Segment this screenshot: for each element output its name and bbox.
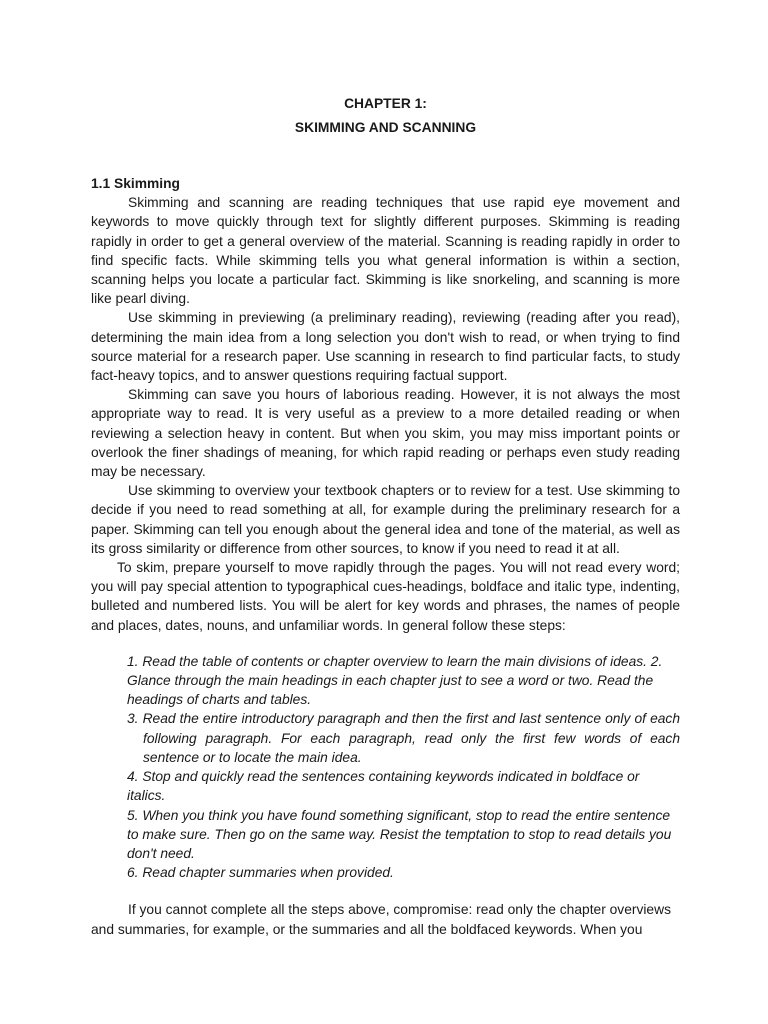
steps-list xyxy=(91,652,680,882)
closing-paragraph: If you cannot complete all the steps above, compromise: read only the chapter overviews and summaries, for example, or the summaries and all the boldfaced keywords. When you xyxy=(91,902,671,937)
list-item: 6. Read chapter summaries when provided. xyxy=(127,865,394,881)
paragraph-5: To skim, prepare yourself to move rapidly through the pages. You will not read every word; you will pay special attention to typographical cues-headings, boldface and italic type, indenting, bulleted and numbered lists. You will be alert for key words and phrases, the names of people and places, dates, nouns, and unfamiliar words. In general follow these steps: xyxy=(91,560,680,633)
paragraph-4: Use skimming to overview your textbook chapters or to review for a test. Use skimming to decide if you need to read something at all, for example during the preliminary research for a paper. Skimming can tell you enough about the general idea and tone of the material, as well as its gross similarity or difference from other sources, to know if you need to read it at all. xyxy=(91,483,680,556)
list-item: 4. Stop and quickly read the sentences containing keywords indicated in boldface or italics. xyxy=(127,769,640,804)
paragraph-2: Use skimming in previewing (a preliminary reading), reviewing (reading after you read), determining the main idea from a long selection you don't wish to read, or when trying to find source material for a research paper. Use scanning in research to find particular facts, to study fact-heavy topics, and to answer questions requiring factual support. xyxy=(91,310,680,384)
chapter-label: CHAPTER 1: xyxy=(344,96,427,111)
chapter-title: SKIMMING AND SCANNING xyxy=(294,120,477,135)
paragraph-3: Skimming can save you hours of laborious reading. However, it is not always the most appropriate way to read. It is very useful as a preview to a more detailed reading or when reviewing a selection heavy in content. But when you skim, you may miss important points or overlook the finer shadings of meaning, for which rapid reading or perhaps even study reading may be necessary. xyxy=(91,387,680,480)
list-item: 1. Read the table of contents or chapter overview to learn the main divisions of ideas. 2. Glance through the main headings in each chapter just to see a word or two. Read the headings of charts and tables. xyxy=(127,653,663,708)
list-item: 3. Read the entire introductory paragraph and then the first and last sentence only of each following paragraph. For each paragraph, read only the first few words of each sentence or to locate the main idea. xyxy=(127,711,680,765)
section-heading: 1.1 Skimming xyxy=(91,176,180,191)
paragraph-1: Skimming and scanning are reading techniques that use rapid eye movement and keywords to move quickly through text for slightly different purposes. Skimming is reading rapidly in order to get a general overview of the material. Scanning is reading rapidly in order to find specific facts. While skimming tells you what general information is within a section, scanning helps you locate a particular fact. Skimming is like snorkeling, and scanning is more like pearl diving. xyxy=(91,195,680,307)
list-item: 5. When you think you have found something significant, stop to read the entire sentence to make sure. Then go on the same way. Resist the temptation to stop to read details you don't need. xyxy=(127,807,672,861)
